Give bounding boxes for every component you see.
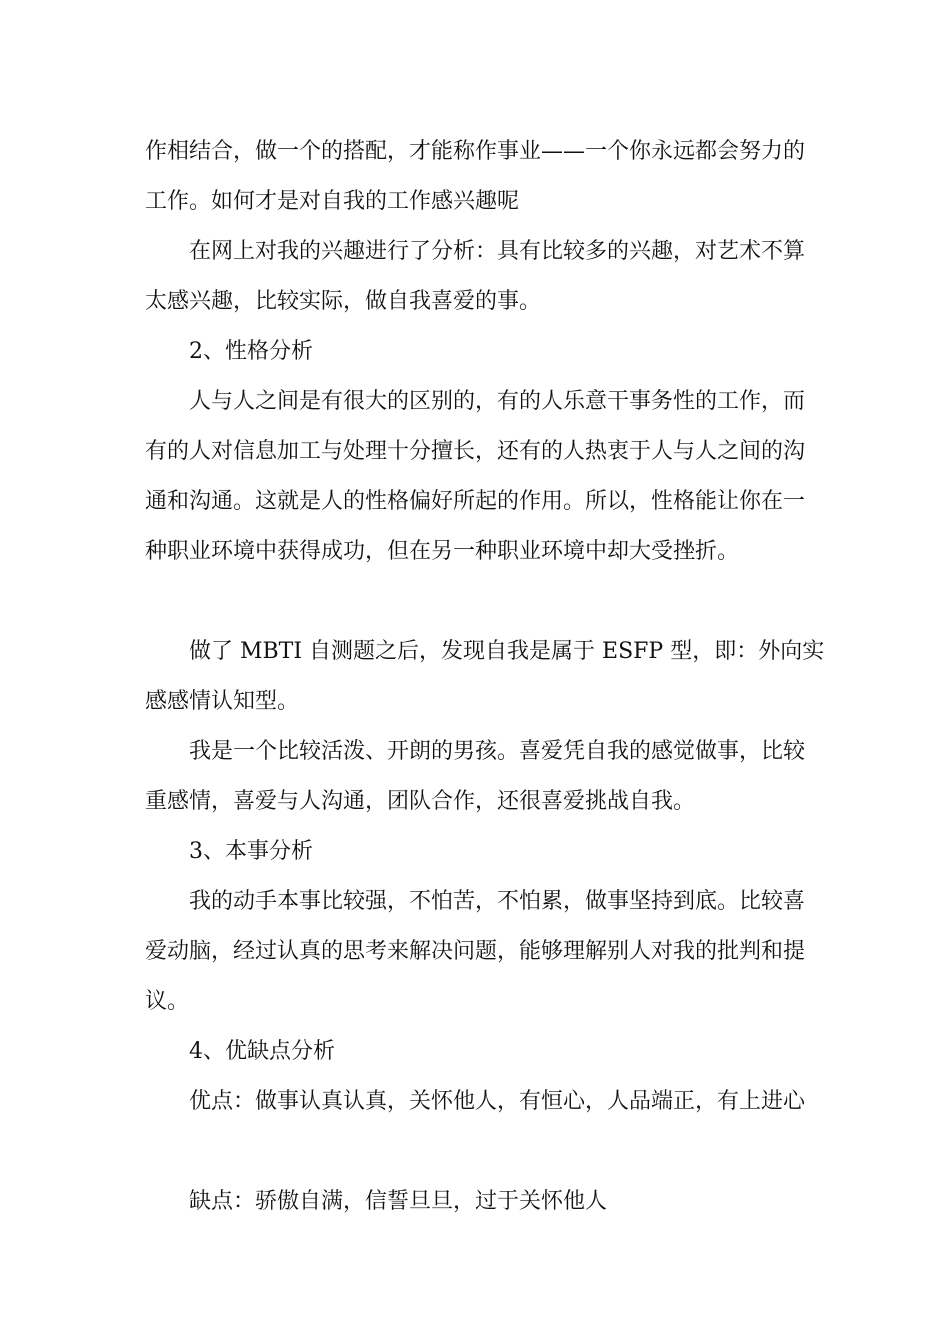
heading-personality-analysis: 2、性格分析 bbox=[189, 339, 313, 364]
paragraph-self-description: 我是一个比较活泼、开朗的男孩。喜爱凭自我的感觉做事，比较重感情，喜爱与人沟通，团队合作，还很喜爱挑战自我。 bbox=[145, 739, 806, 814]
paragraph-career-continuation: 作相结合，做一个的搭配，才能称作事业——一个你永远都会努力的工作。如何才是对自我的工作感兴趣呢 bbox=[145, 139, 806, 214]
heading-strengths-weaknesses: 4、优缺点分析 bbox=[189, 1039, 335, 1064]
paragraph-personality-differences: 人与人之间是有很大的区别的，有的人乐意干事务性的工作，而有的人对信息加工与处理十分擅长，还有的人热衷于人与人之间的沟通和沟通。这就是人的性格偏好所起的作用。所以，性格能让你在一种职业环境中获得成功，但在另一种职业环境中却大受挫折。 bbox=[145, 389, 806, 564]
paragraph-strengths: 优点：做事认真认真，关怀他人，有恒心，人品端正，有上进心 bbox=[189, 1089, 806, 1114]
paragraph-interest-analysis: 在网上对我的兴趣进行了分析：具有比较多的兴趣，对艺术不算太感兴趣，比较实际，做自我喜爱的事。 bbox=[145, 239, 806, 314]
paragraph-ability-description: 我的动手本事比较强，不怕苦，不怕累，做事坚持到底。比较喜爱动脑，经过认真的思考来解决问题，能够理解别人对我的批判和提议。 bbox=[145, 889, 806, 1014]
paragraph-mbti-result: 做了 MBTI 自测题之后，发现自我是属于 ESFP 型，即：外向实感感情认知型。 bbox=[145, 639, 825, 714]
heading-ability-analysis: 3、本事分析 bbox=[189, 839, 313, 864]
paragraph-weaknesses: 缺点：骄傲自满，信誓旦旦，过于关怀他人 bbox=[189, 1189, 608, 1214]
